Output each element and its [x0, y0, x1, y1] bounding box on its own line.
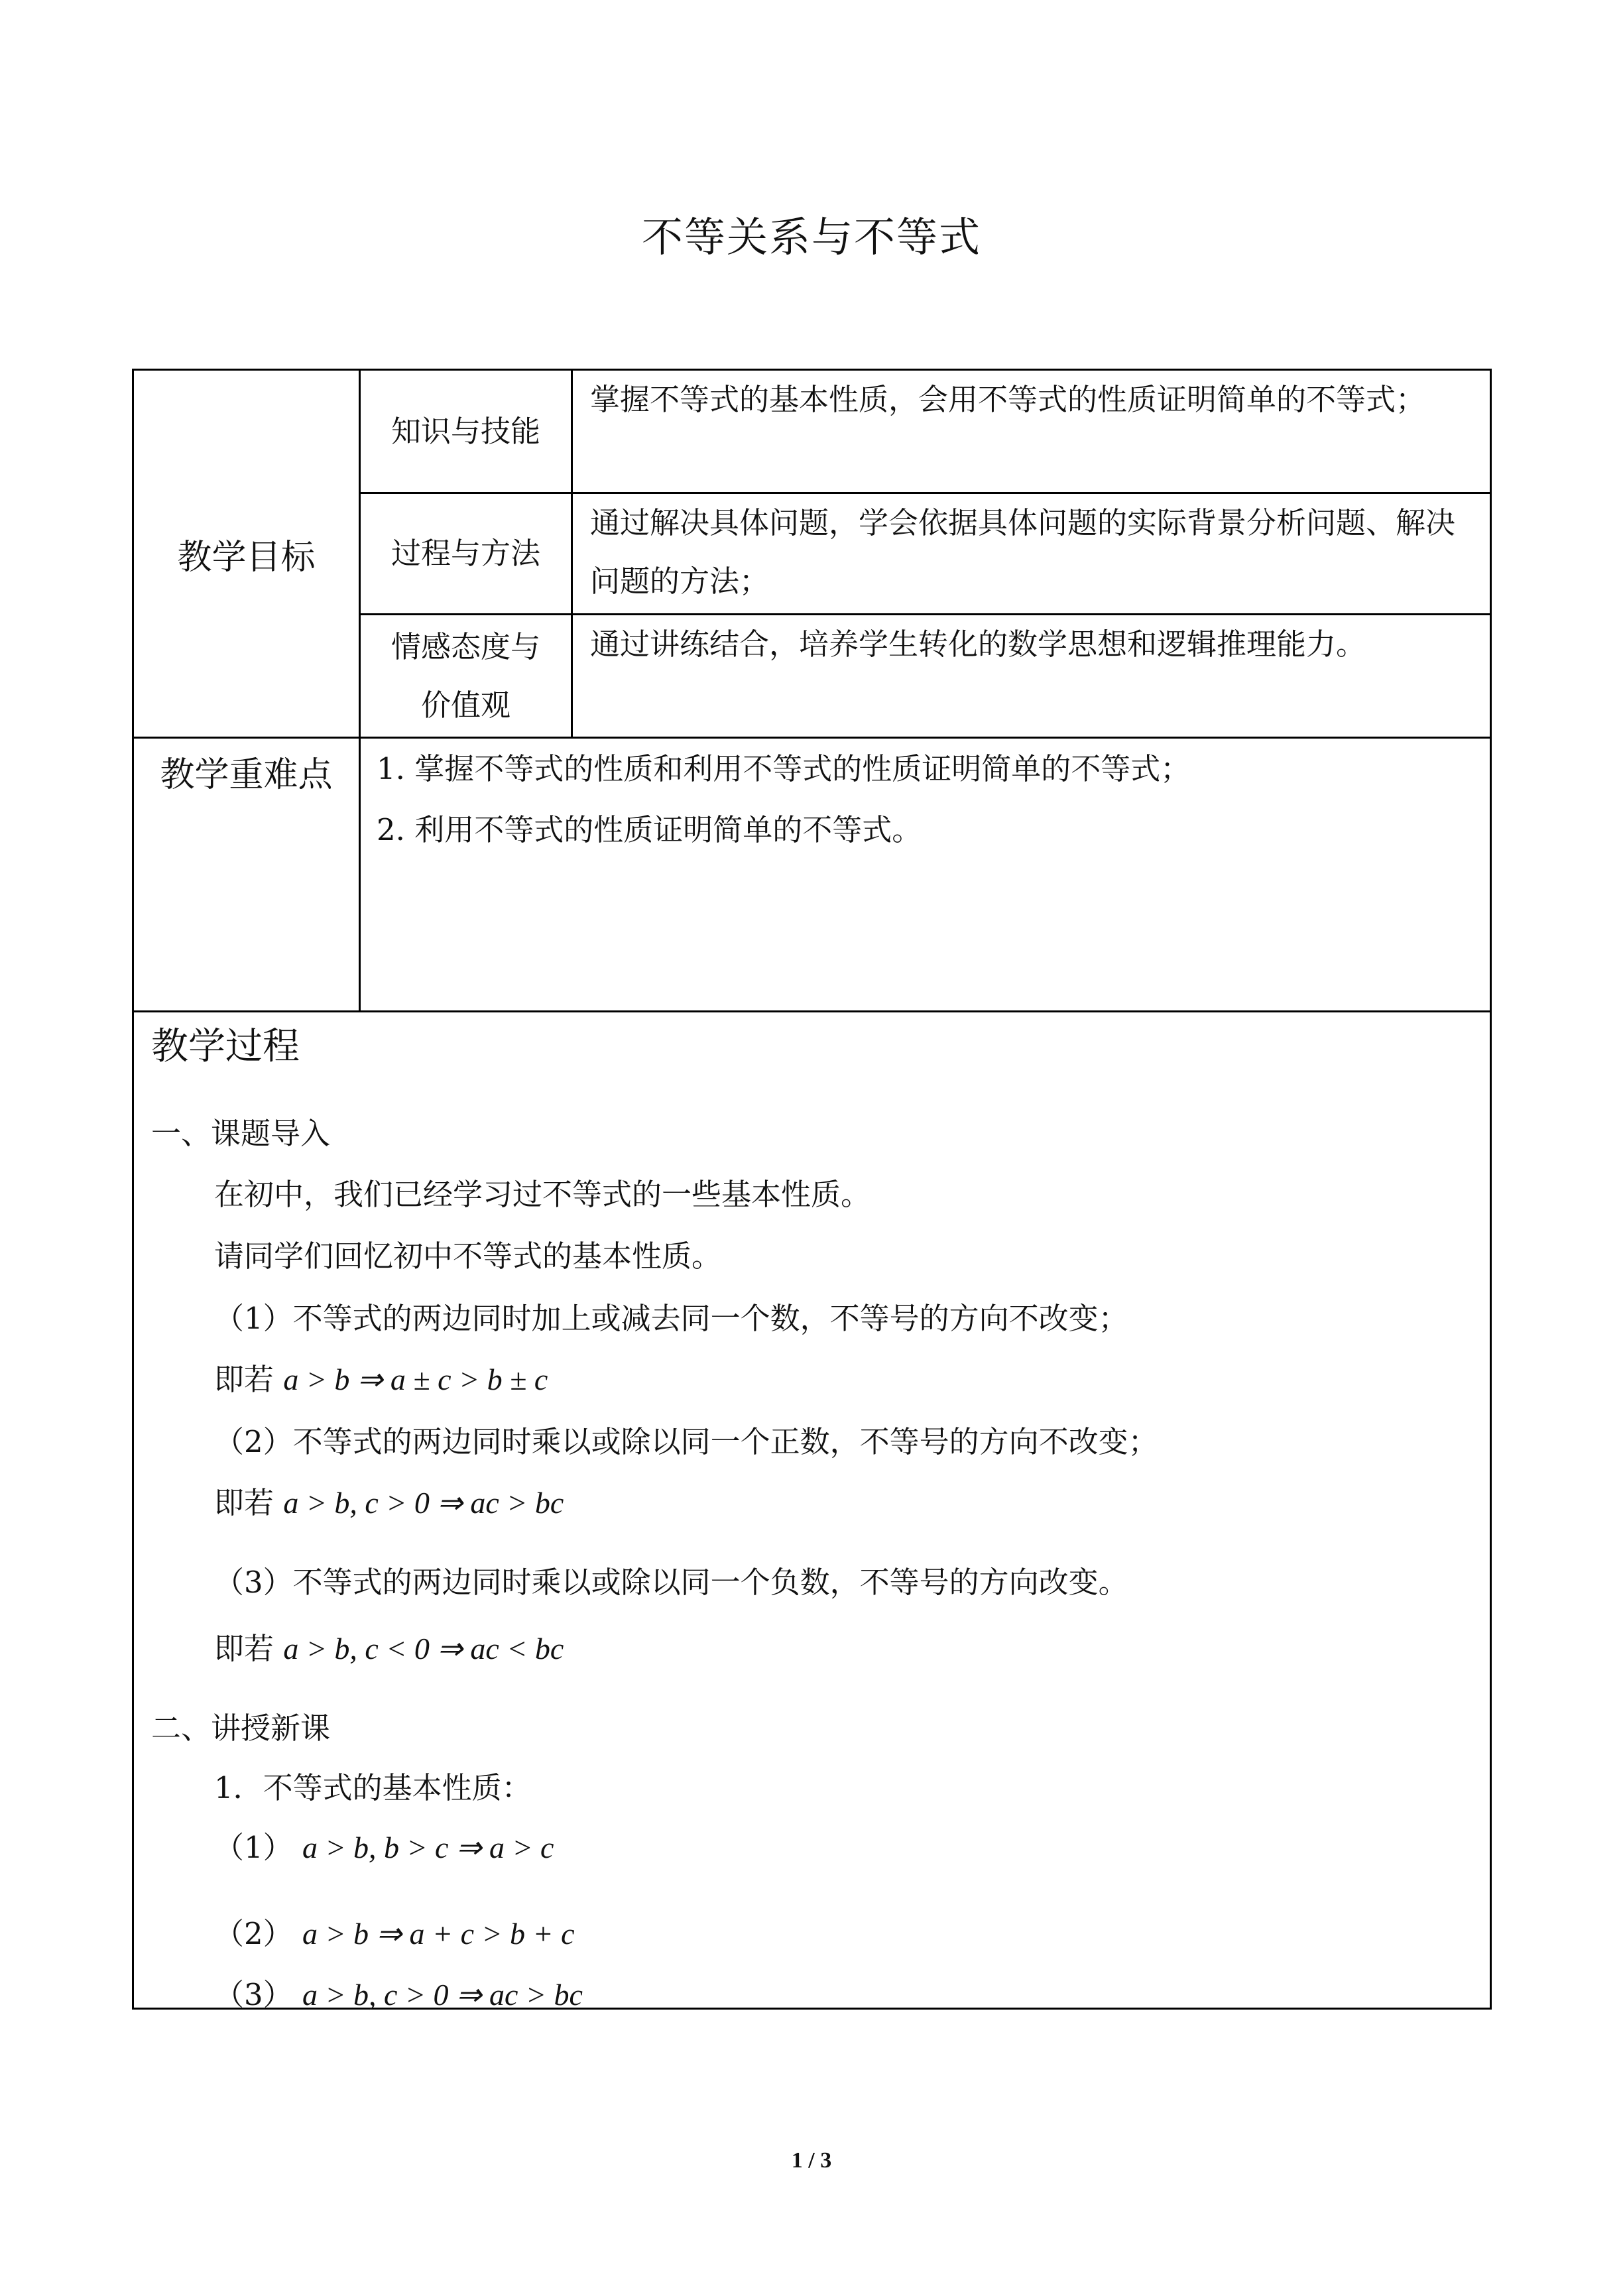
basic-property-formula: a > b, b > c ⇒ a > c [302, 1831, 554, 1864]
objective-row-knowledge [133, 370, 1491, 493]
intro-paragraph: 请同学们回忆初中不等式的基本性质。 [214, 1239, 722, 1274]
key-point-item: 2. 利用不等式的性质证明简单的不等式。 [377, 812, 922, 847]
process-title: 教学过程 [151, 1025, 300, 1068]
objective-text-process: 通过解决具体问题，学会依据具体问题的实际背景分析问题、解决问题的方法； [572, 493, 1491, 615]
property-1-text: （1）不等式的两边同时加上或减去同一个数，不等号的方向不改变； [214, 1301, 1128, 1336]
process-row [133, 1012, 1491, 2009]
basic-property-formula: a > b, c > 0 ⇒ ac > bc [302, 1978, 583, 2012]
intro-paragraph: 在初中，我们已经学习过不等式的一些基本性质。 [214, 1177, 871, 1212]
new-lesson-heading: 二、讲授新课 [151, 1711, 331, 1746]
property-2-formula: a > b, c > 0 ⇒ ac > bc [283, 1486, 564, 1520]
key-points-content [360, 738, 1491, 1012]
key-points-label: 教学重难点 [133, 738, 360, 1012]
objective-text-knowledge: 掌握不等式的基本性质，会用不等式的性质证明简单的不等式； [572, 370, 1491, 493]
basic-properties-heading: 1．不等式的基本性质： [214, 1770, 532, 1805]
property-2-text: （2）不等式的两边同时乘以或除以同一个正数，不等号的方向不改变； [214, 1424, 1158, 1459]
objective-label-process: 过程与方法 [360, 493, 572, 615]
objective-label-attitude: 情感态度与价值观 [360, 615, 572, 738]
formula-prefix: 即若 [214, 1362, 274, 1397]
basic-property-number: （1） [214, 1830, 293, 1865]
intro-heading: 一、课题导入 [151, 1116, 331, 1151]
basic-property-3 [214, 1975, 583, 2015]
basic-property-1 [214, 1828, 554, 1868]
basic-property-2 [214, 1914, 575, 1954]
objective-text-attitude: 通过讲练结合，培养学生转化的数学思想和逻辑推理能力。 [572, 615, 1491, 738]
objective-label-knowledge: 知识与技能 [360, 370, 572, 493]
basic-property-formula: a > b ⇒ a + c > b + c [302, 1917, 575, 1951]
basic-property-number: （2） [214, 1916, 293, 1951]
objectives-label: 教学目标 [133, 370, 360, 738]
property-3-text: （3）不等式的两边同时乘以或除以同一个负数，不等号的方向改变。 [214, 1565, 1128, 1600]
basic-property-number: （3） [214, 1977, 293, 2012]
process-content [133, 1012, 1491, 2012]
property-3-formula: a > b, c < 0 ⇒ ac < bc [283, 1632, 564, 1665]
page-number: 1 / 3 [791, 2148, 832, 2173]
property-2-formula-line [214, 1483, 564, 1523]
formula-prefix: 即若 [214, 1485, 274, 1520]
lesson-plan-table [132, 369, 1492, 2010]
property-1-formula: a > b ⇒ a ± c > b ± c [283, 1362, 548, 1396]
property-3-formula-line [214, 1629, 564, 1669]
formula-prefix: 即若 [214, 1631, 274, 1666]
key-point-item: 1. 掌握不等式的性质和利用不等式的性质证明简单的不等式； [377, 751, 1191, 786]
key-points-row [133, 738, 1491, 1012]
document-title: 不等关系与不等式 [641, 213, 981, 261]
property-1-formula-line [214, 1360, 548, 1400]
